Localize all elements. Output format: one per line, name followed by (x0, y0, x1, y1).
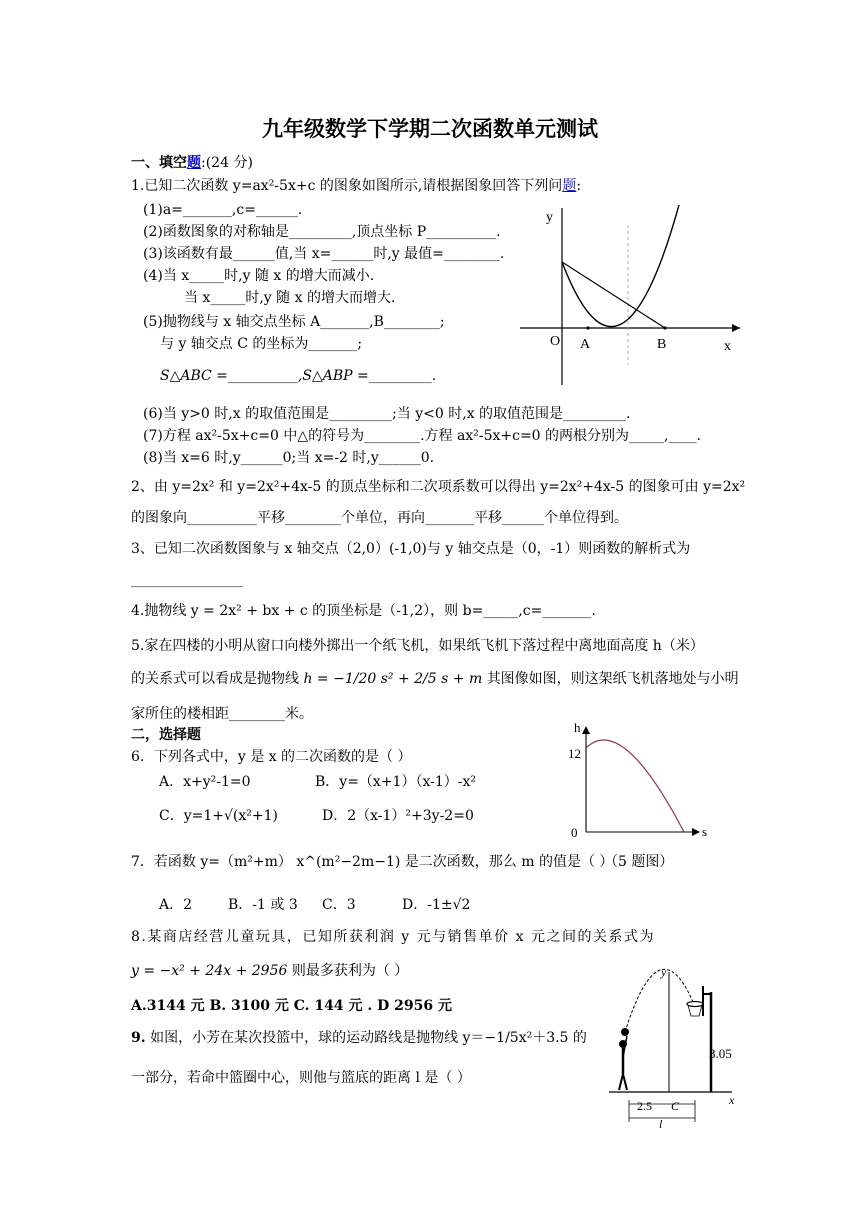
q9-number: 9. (131, 1030, 146, 1046)
q5-label-zero: 0 (571, 825, 578, 840)
q8-line-1: 8.某商店经营儿童玩具，已知所获利润 y 元与销售单价 x 元之间的关系式为 (131, 929, 655, 945)
q1-stem-link[interactable]: 题 (562, 178, 577, 194)
q7-stem: 7．若函数 y=（m²+m） x^(m²−2m−1) 是二次函数，那么 m 的值是（ ） (131, 854, 614, 870)
q6-option-b[interactable]: B．y=（x+1）（x-1）-x² (315, 774, 476, 790)
q1-stem-colon: : (576, 178, 582, 194)
q9-basketball-figure (607, 962, 742, 1130)
q1-label-b: B (657, 337, 667, 352)
q5-s-arrow-icon (692, 828, 700, 836)
q5-line-2-lead: 的关系式可以看成是抛物线 (131, 671, 299, 687)
section-heading-choice: 二，选择题 (131, 727, 201, 743)
q9-ball-path (625, 969, 693, 1032)
q1-part-1: (1)a=_______,c=______. (143, 202, 303, 218)
q5-flight-figure (562, 718, 722, 843)
q1-x-arrow-icon (732, 324, 740, 332)
q7-option-c[interactable]: C．3 (322, 897, 356, 913)
q9-label-dist: 2.5 (637, 1099, 652, 1113)
question-1-stem (131, 176, 581, 196)
q5-line-2-tail: 其图像如图，则这架纸飞机落地处与小明 (486, 671, 739, 687)
q1-part-5a: (5)抛物线与 x 轴交点坐标 A_______,B________; (143, 314, 445, 330)
q1-label-o: O (550, 334, 561, 349)
q9-player-icon (619, 1036, 627, 1090)
q9-label-l: l (659, 1117, 663, 1130)
q9-label-x: x (729, 1093, 735, 1107)
q2-line-1: 2、由 y=2x² 和 y=2x²+4x-5 的顶点坐标和二次项系数可以得出 y=2x²+4x-5 的图象可由 y=2x² (131, 479, 746, 495)
section-suffix: :(24 分) (201, 155, 253, 171)
q5-trajectory-curve (586, 740, 684, 832)
q1-part-4b: 当 x_____时,y 随 x 的增大而增大. (184, 290, 396, 306)
q9-label-y: y (661, 965, 667, 979)
q1-part-4a: (4)当 x_____时,y 随 x 的增大而减小. (143, 268, 375, 284)
section-prefix: 一、填空 (131, 155, 187, 171)
q8-options[interactable]: A.3144 元 B. 3100 元 C. 144 元 . D 2956 元 (131, 998, 452, 1014)
q8-formula: y = −x² + 24x + 2956 (131, 963, 288, 979)
q1-point-a (586, 326, 589, 329)
q7-option-b[interactable]: B．-1 或 3 (228, 897, 298, 913)
page-title: 九年级数学下学期二次函数单元测试 (262, 117, 598, 141)
q1-part-5b: 与 y 轴交点 C 的坐标为_______; (160, 336, 363, 352)
q1-part-7: (7)方程 ax²-5x+c=0 中△的符号为________.方程 ax²-5x+c=0 的两根分别为_____,____. (143, 428, 701, 444)
q5-label-s: s (702, 824, 708, 839)
q1-label-y: y (546, 210, 553, 225)
q6-option-d[interactable]: D．2（x-1）²+3y-2=0 (322, 808, 474, 824)
q1-point-b (663, 326, 666, 329)
section-link[interactable]: 题 (187, 155, 201, 171)
q7-option-a[interactable]: A．2 (159, 897, 193, 913)
q5-label-12: 12 (568, 746, 581, 761)
q5-figure-caption: （5 题图） (604, 854, 674, 870)
q5-h-arrow-icon (582, 726, 590, 734)
q3-line-1: 3、已知二次函数图象与 x 轴交点（2,0）(-1,0)与 y 轴交点是（0，-1）则函数的解析式为 (131, 541, 691, 557)
q6-stem: 6．下列各式中，y 是 x 的二次函数的是（ ） (131, 749, 412, 765)
q9-hoop-icon (687, 986, 711, 1092)
q4-text: 4.抛物线 y = 2x² + bx + c 的顶坐标是（-1,2），则 b=_____,c=_______. (131, 603, 596, 619)
q1-part-3: (3)该函数有最______值,当 x=______时,y 最值=________. (143, 246, 505, 262)
q1-area-formula: S△ABC =__________,S△ABP =_________. (160, 368, 437, 384)
q1-label-x: x (724, 339, 731, 354)
q5-line-1: 5.家在四楼的小明从窗口向楼外掷出一个纸飞机，如果纸飞机下落过程中离地面高度 h（米） (131, 638, 704, 654)
q7-option-d[interactable]: D．-1±√2 (402, 897, 471, 913)
q5-label-h: h (574, 720, 581, 735)
q1-stem-text: 1.已知二次函数 y=ax²-5x+c 的图象如图所示,请根据图象回答下列问 (131, 178, 563, 194)
q5-line-3: 家所住的楼相距________米。 (131, 706, 313, 722)
q6-option-a[interactable]: A．x+y²-1=0 (159, 774, 251, 790)
q8-line-2 (131, 961, 408, 981)
q9-label-height: 3.05 (709, 1046, 732, 1061)
q5-line-2 (131, 669, 739, 689)
q1-parabola-curve (562, 205, 694, 327)
q1-parabola-figure (518, 205, 748, 390)
q1-label-a: A (580, 337, 591, 352)
q6-option-c[interactable]: C．y=1+√(x²+1) (159, 808, 278, 824)
q9-line-1-text: 如图，小芳在某次投篮中，球的运动路线是抛物线 y＝−1/5x²＋3.5 的 (145, 1030, 587, 1046)
q3-line-2: ________________ (131, 572, 243, 588)
q9-label-c: C (671, 1099, 680, 1113)
q2-line-2: 的图象向__________平移________个单位，再向_______平移______个单位得到。 (131, 510, 628, 526)
q1-part-2: (2)函数图象的对称轴是_________,顶点坐标 P__________. (143, 224, 501, 240)
q8-line-2-tail: 则最多获利为（ ） (291, 963, 409, 979)
q1-part-6: (6)当 y>0 时,x 的取值范围是_________;当 y<0 时,x 的取值范围是_________. (143, 406, 631, 422)
q1-part-8: (8)当 x=6 时,y______0;当 x=-2 时,y______0. (143, 450, 435, 466)
section-heading-fill-in (131, 153, 253, 173)
q9-line-2: 一部分，若命中篮圈中心，则他与篮底的距离 l 是（ ） (131, 1070, 471, 1086)
q9-line-1 (131, 1028, 587, 1048)
q9-ball-icon (621, 1028, 629, 1036)
q5-formula: h = −1/20 s² + 2/5 s + m (303, 671, 483, 687)
